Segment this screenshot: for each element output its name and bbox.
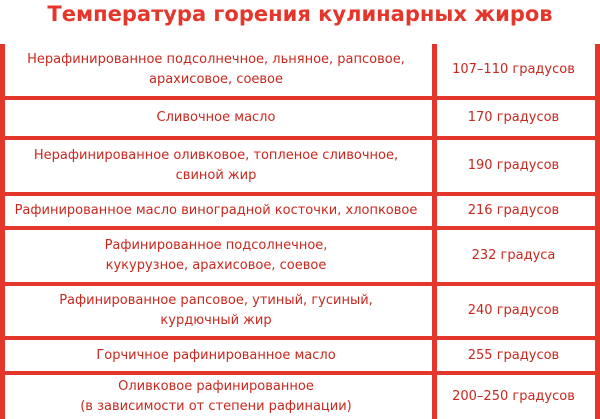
fat-type-line: Горчичное рафинированное масло [96,347,336,363]
smoke-point-table [0,44,600,419]
fat-type-line: Рафинированное масло виноградной косточки, хлопковое [14,203,418,218]
table-row [5,375,595,419]
fat-type-line: Нерафинированное оливковое, топленое сливочное, [33,148,399,163]
temperature-cell: 232 градуса [471,248,556,263]
temperature-cell: 190 градусов [467,158,560,173]
table-row [5,230,595,282]
temperature-cell: 240 градусов [467,303,560,318]
fat-type-line: Оливковое рафинированное [118,379,314,394]
table-row [5,340,595,371]
temperature-cell: 255 градусов [467,347,560,363]
table-row [5,140,595,192]
fat-type-cell [5,140,427,192]
temperature-cell: 170 градусов [467,110,560,125]
table-row [5,44,595,96]
table-row [5,196,595,226]
fat-type-line: Нерафинированное подсолнечное, льняное, рапсовое, [27,52,405,67]
fat-type-cell [5,230,427,282]
fat-type-line: Рафинированное подсолнечное, [104,238,328,253]
fat-type-line: Рафинированное рапсовое, утиный, гусиный, [59,293,373,308]
fat-type-line: кукурузное, арахисовое, соевое [105,258,327,273]
fat-type-line: арахисовое, соевое [148,72,284,87]
fat-type-cell [5,44,427,96]
fat-type-line: свиной жир [175,168,257,183]
temperature-cell: 216 градусов [467,203,560,218]
fat-type-cell [5,375,427,419]
fat-type-line: курдючный жир [160,313,272,328]
fat-type-cell [5,340,427,371]
fat-type-cell [5,286,427,336]
fat-type-line: Сливочное масло [156,110,276,125]
table-row [5,100,595,136]
table-row [5,286,595,336]
temperature-cell: 200–250 градусов [452,389,575,404]
fat-type-cell [5,196,427,226]
fat-type-cell [5,100,427,136]
page-title: Температура горения кулинарных жиров [47,2,553,26]
fat-type-line: (в зависимости от степени рафинации) [80,399,352,414]
temperature-cell: 107–110 градусов [452,62,575,77]
